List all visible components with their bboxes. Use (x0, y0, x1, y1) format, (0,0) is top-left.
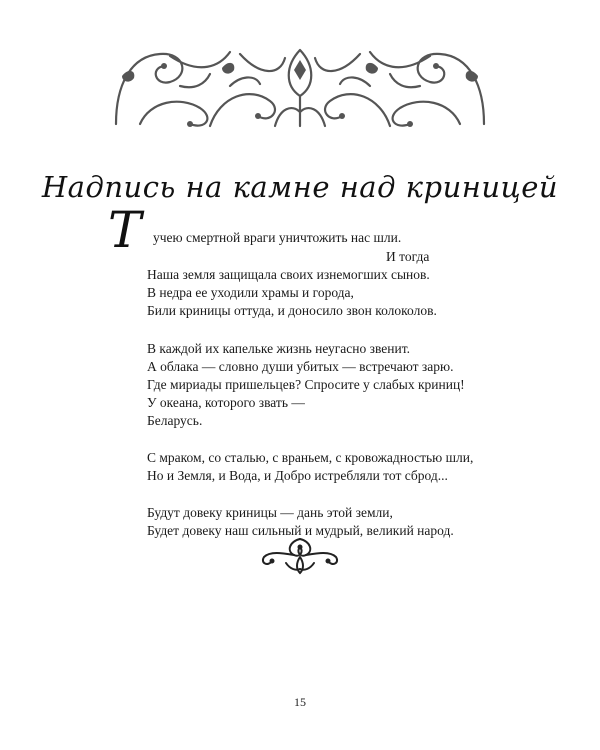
poem-line: А облака — словно души убитых — встречают зарю. (147, 359, 454, 374)
poem-line: Били криницы оттуда, и доносило звон колоколов. (147, 303, 437, 318)
poem-line: В недра ее уходили храмы и города, (147, 285, 354, 300)
page-number: 15 (294, 695, 306, 709)
poem-line: Наша земля защищала своих изнемогших сынов. (147, 267, 430, 282)
poem-line: И тогда (386, 249, 430, 264)
page-title: Надпись на камне над криницей (41, 170, 559, 204)
poem-line: Будет довеку наш сильный и мудрый, великий народ. (147, 523, 454, 538)
poem-line: Беларусь. (147, 413, 203, 428)
poem-line: У океана, которого звать — (147, 395, 305, 410)
poem-line: В каждой их капельке жизнь неугасно звенит. (147, 341, 410, 356)
floral-scroll-border-icon (110, 46, 490, 130)
poem-line: Будут довеку криницы — дань этой земли, (147, 505, 393, 520)
poem-line: Но и Земля, и Вода, и Добро истребляли тот сброд... (147, 468, 448, 483)
flourish-vignette-icon (256, 533, 344, 577)
poem-line: учею смертной враги уничтожить нас шли. (153, 230, 402, 245)
poem-line: С мраком, со сталью, с враньем, с кровожадностью шли, (147, 450, 474, 465)
drop-cap: Т (108, 201, 142, 259)
poem-line: Где мириады пришельцев? Спросите у слабых криниц! (147, 377, 465, 392)
